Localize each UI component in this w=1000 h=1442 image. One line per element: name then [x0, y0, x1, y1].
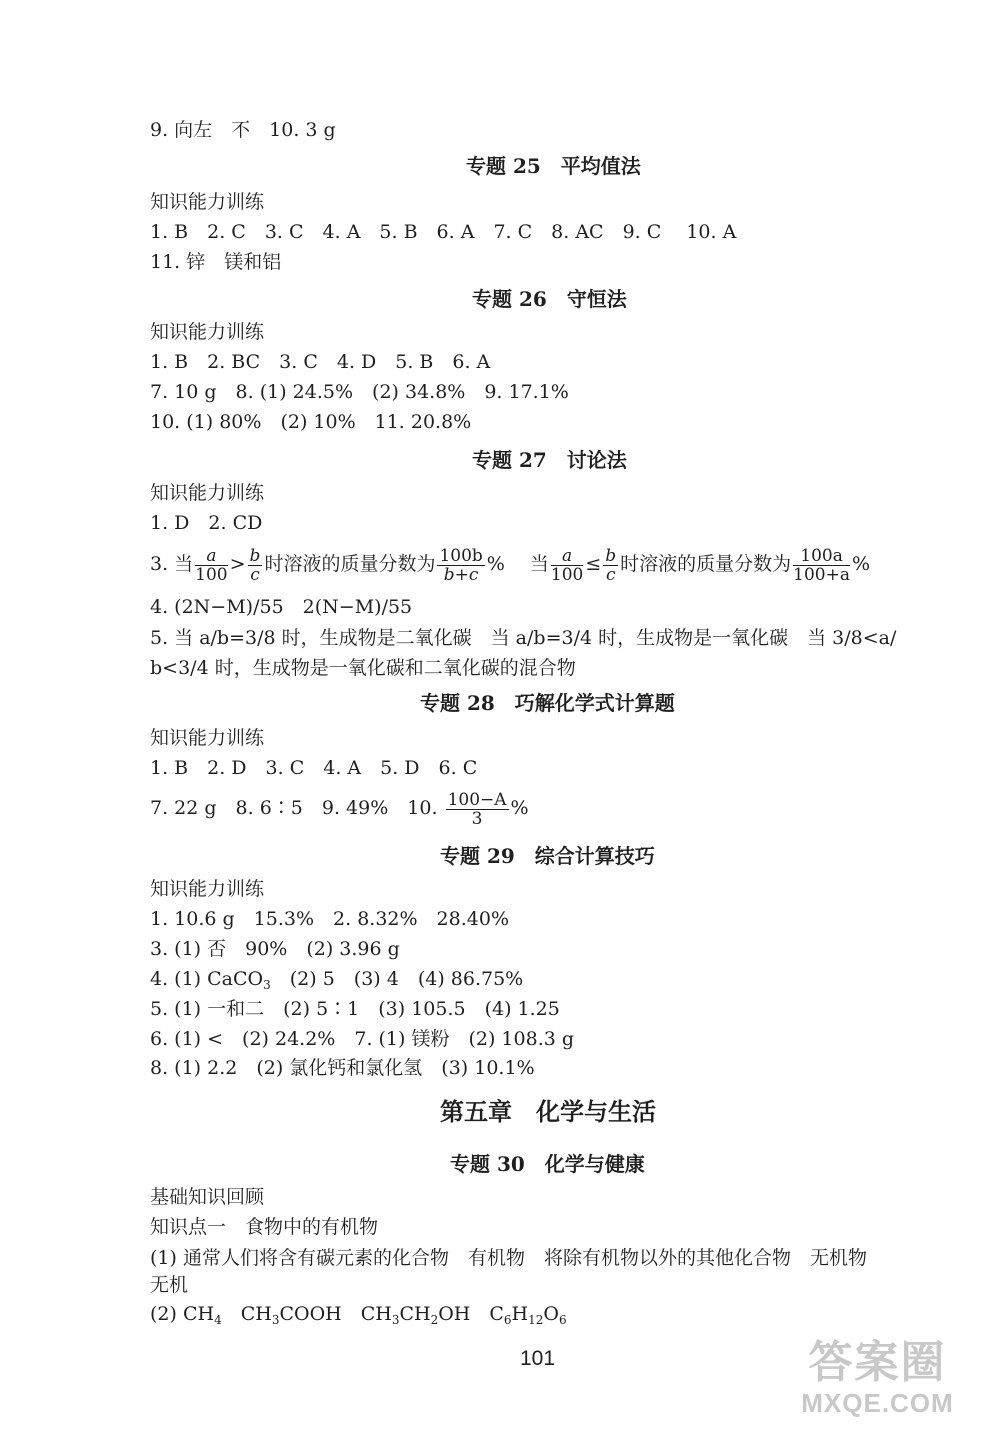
denominator: 100+a	[793, 564, 850, 585]
subsection-label: 知识能力训练	[150, 191, 265, 213]
answer-line: 8. (1) 2.2 (2) 氯化钙和氯化氢 (3) 10.1%	[150, 1057, 535, 1079]
subscript: 3	[391, 1313, 400, 1327]
text: 时溶液的质量分数为	[620, 553, 792, 575]
subscript: 3	[271, 1313, 280, 1327]
subsection-label: 知识能力训练	[150, 878, 265, 900]
text: (2) CH	[150, 1303, 215, 1325]
text: 4. (1) CaCO	[150, 968, 264, 990]
symbol: >	[229, 553, 246, 575]
text: %	[852, 553, 871, 575]
answer-line	[150, 967, 523, 993]
fraction	[195, 547, 227, 584]
denominator: c	[250, 564, 260, 585]
section-heading-27: 专题 27 讨论法	[472, 448, 627, 472]
fraction	[603, 547, 618, 584]
text: %	[510, 797, 529, 819]
text: COOH CH	[279, 1303, 392, 1325]
section-heading-30: 专题 30 化学与健康	[450, 1152, 645, 1176]
answer-line: 5. (1) 一和二 (2) 5∶1 (3) 105.5 (4) 1.25	[150, 998, 560, 1020]
answer-line: 9. 向左 不 10. 3 g	[150, 119, 336, 141]
answer-line-formulas	[150, 1302, 567, 1328]
watermark-bottom: MXQE.COM	[801, 1388, 954, 1418]
section-heading-25: 专题 25 平均值法	[466, 154, 641, 178]
numerator: 100−A	[447, 789, 507, 810]
denominator: b+c	[443, 564, 479, 585]
subsection-label: 基础知识回顾	[150, 1186, 265, 1208]
fraction	[437, 547, 484, 584]
answer-line: 4. (2N−M)/55 2(N−M)/55	[150, 596, 413, 618]
fraction	[793, 547, 850, 584]
text: O	[543, 1303, 559, 1325]
knowledge-point: 知识点一 食物中的有机物	[150, 1216, 379, 1238]
symbol: ≤	[585, 553, 602, 575]
watermark-top: 答案圈	[808, 1338, 947, 1387]
text: % 当	[486, 553, 549, 575]
text: OH C	[438, 1303, 504, 1325]
text: 时溶液的质量分数为	[264, 553, 436, 575]
answer-line: 6. (1) < (2) 24.2% 7. (1) 镁粉 (2) 108.3 g	[150, 1028, 575, 1050]
text: CH	[221, 1303, 272, 1325]
denominator: 100	[195, 564, 228, 585]
subscript: 2	[430, 1313, 439, 1327]
text: (2) 5 (3) 4 (4) 86.75%	[270, 968, 524, 990]
numerator: a	[195, 547, 227, 566]
answer-line: (1) 通常人们将含有碳元素的化合物 有机物 将除有机物以外的其他化合物 无机物	[150, 1247, 867, 1269]
numerator: 100a	[793, 547, 850, 566]
denominator: 100	[550, 564, 584, 585]
denominator: 3	[471, 808, 483, 829]
subscript: 4	[214, 1313, 222, 1327]
answer-line: 10. (1) 80% (2) 10% 11. 20.8%	[150, 411, 472, 433]
denominator: c	[605, 564, 616, 585]
answer-line: 无机	[150, 1274, 189, 1296]
section-heading-28: 专题 28 巧解化学式计算题	[420, 691, 675, 715]
answer-line: 7. 10 g 8. (1) 24.5% (2) 34.8% 9. 17.1%	[150, 381, 569, 403]
answer-line: 1. B 2. C 3. C 4. A 5. B 6. A 7. C 8. AC 9. C 10. A	[150, 221, 737, 243]
subscript: 3	[263, 978, 271, 992]
answer-line: 1. B 2. BC 3. C 4. D 5. B 6. A	[150, 351, 491, 373]
numerator: b	[249, 545, 261, 566]
subscript: 6	[503, 1313, 512, 1327]
chapter-title: 第五章 化学与生活	[440, 1097, 656, 1126]
text: 3. 当	[150, 553, 194, 575]
answer-line-fractions	[150, 544, 870, 584]
text: H	[511, 1303, 529, 1325]
answer-line: b<3/4 时，生成物是一氧化碳和二氧化碳的混合物	[150, 657, 576, 679]
text: 7. 22 g 8. 6∶5 9. 49% 10.	[150, 797, 438, 819]
fraction	[248, 547, 263, 584]
section-heading-29: 专题 29 综合计算技巧	[440, 844, 655, 868]
answer-line: 5. 当 a/b=3/8 时，生成物是二氧化碳 当 a/b=3/4 时，生成物是一氧化碳 当 3/8<a/	[150, 627, 897, 649]
text: CH	[399, 1303, 431, 1325]
answer-line: 1. D 2. CD	[150, 512, 263, 534]
answer-line: 11. 锌 镁和铝	[150, 251, 282, 273]
numerator: b	[605, 545, 617, 566]
watermark-logo	[775, 1338, 980, 1438]
subscript: 6	[558, 1313, 567, 1327]
section-heading-26: 专题 26 守恒法	[472, 287, 627, 311]
subsection-label: 知识能力训练	[150, 321, 265, 343]
answer-line: 3. (1) 否 90% (2) 3.96 g	[150, 938, 400, 960]
page-number: 101	[520, 1347, 556, 1370]
answer-line: 1. 10.6 g 15.3% 2. 8.32% 28.40%	[150, 908, 510, 930]
numerator: 100b	[439, 545, 483, 566]
fraction	[446, 791, 509, 828]
subsection-label: 知识能力训练	[150, 727, 265, 749]
numerator: a	[551, 547, 583, 566]
subscript: 12	[528, 1313, 544, 1327]
answer-line: 1. B 2. D 3. C 4. A 5. D 6. C	[150, 757, 478, 779]
answer-line-fraction	[150, 788, 529, 828]
subsection-label: 知识能力训练	[150, 482, 265, 504]
fraction	[551, 547, 583, 584]
